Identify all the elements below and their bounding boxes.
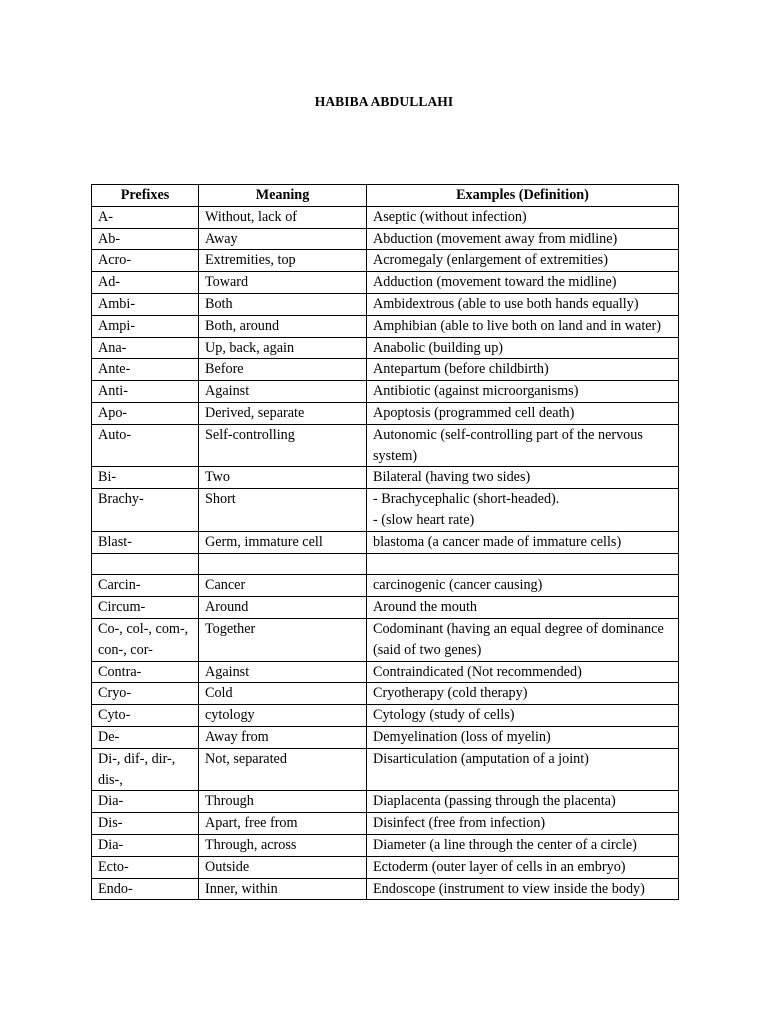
table-row [92, 250, 679, 272]
prefix-cell: Dia- [92, 834, 199, 856]
meaning-cell: Both [199, 293, 367, 315]
prefix-cell: Ad- [92, 272, 199, 294]
prefix-cell: Ante- [92, 359, 199, 381]
meaning-cell: Through [199, 791, 367, 813]
table-row [92, 791, 679, 813]
example-cell: Cryotherapy (cold therapy) [367, 683, 679, 705]
meaning-cell: Derived, separate [199, 402, 367, 424]
table-row [92, 575, 679, 597]
table-row [92, 683, 679, 705]
table-row [92, 424, 679, 467]
page-title: HABIBA ABDULLAHI [314, 94, 454, 109]
table-row [92, 206, 679, 228]
prefix-cell: Di-, dif-, dir-, dis-, [92, 748, 199, 791]
example-cell: Ambidextrous (able to use both hands equally) [367, 293, 679, 315]
example-cell: Bilateral (having two sides) [367, 467, 679, 489]
meaning-cell: Together [199, 618, 367, 661]
prefix-cell: Blast- [92, 531, 199, 553]
table-row [92, 489, 679, 532]
meaning-cell: Against [199, 381, 367, 403]
prefix-cell: Ab- [92, 228, 199, 250]
meaning-cell: Not, separated [199, 748, 367, 791]
example-cell: Adduction (movement toward the midline) [367, 272, 679, 294]
meaning-cell: Away from [199, 726, 367, 748]
meaning-cell: Through, across [199, 834, 367, 856]
prefix-cell: Circum- [92, 597, 199, 619]
meaning-cell [199, 553, 367, 575]
meaning-cell: cytology [199, 705, 367, 727]
example-line: - Brachycephalic (short-headed). [373, 491, 560, 508]
meaning-cell: Short [199, 489, 367, 532]
example-cell [367, 553, 679, 575]
table-row [92, 553, 679, 575]
meaning-cell: Two [199, 467, 367, 489]
prefix-cell: Acro- [92, 250, 199, 272]
example-cell: Amphibian (able to live both on land and in water) [367, 315, 679, 337]
example-cell: Contraindicated (Not recommended) [367, 661, 679, 683]
prefix-cell: Dis- [92, 813, 199, 835]
table-row [92, 661, 679, 683]
example-cell: Cytology (study of cells) [367, 705, 679, 727]
table-row [92, 834, 679, 856]
prefix-table [91, 184, 679, 900]
prefix-cell: Co-, col-, com-, con-, cor- [92, 618, 199, 661]
meaning-cell: Before [199, 359, 367, 381]
table-row [92, 228, 679, 250]
prefix-cell: Ana- [92, 337, 199, 359]
meaning-cell: Toward [199, 272, 367, 294]
prefix-cell: Ampi- [92, 315, 199, 337]
prefix-cell: Bi- [92, 467, 199, 489]
example-cell: Disinfect (free from infection) [367, 813, 679, 835]
prefix-cell: Dia- [92, 791, 199, 813]
example-cell: Abduction (movement away from midline) [367, 228, 679, 250]
example-cell: Antepartum (before childbirth) [367, 359, 679, 381]
prefix-cell: Ambi- [92, 293, 199, 315]
table-row [92, 618, 679, 661]
prefix-cell: Carcin- [92, 575, 199, 597]
meaning-cell: Without, lack of [199, 206, 367, 228]
example-cell: carcinogenic (cancer causing) [367, 575, 679, 597]
example-cell: Autonomic (self-controlling part of the nervous system) [367, 424, 679, 467]
prefix-cell: Contra- [92, 661, 199, 683]
example-cell: Ectoderm (outer layer of cells in an embryo) [367, 856, 679, 878]
table-row [92, 293, 679, 315]
prefix-cell: Brachy- [92, 489, 199, 532]
prefix-cell: Anti- [92, 381, 199, 403]
example-line: - (slow heart rate) [373, 511, 475, 528]
example-cell: Acromegaly (enlargement of extremities) [367, 250, 679, 272]
example-cell: Anabolic (building up) [367, 337, 679, 359]
table-row [92, 856, 679, 878]
table-row [92, 597, 679, 619]
header-meaning: Meaning [199, 185, 367, 207]
meaning-cell: Germ, immature cell [199, 531, 367, 553]
example-cell: Apoptosis (programmed cell death) [367, 402, 679, 424]
table-row [92, 531, 679, 553]
table-row [92, 272, 679, 294]
prefix-cell: A- [92, 206, 199, 228]
prefix-cell [92, 553, 199, 575]
example-cell: Endoscope (instrument to view inside the body) [367, 878, 679, 900]
prefix-cell: Cryo- [92, 683, 199, 705]
meaning-cell: Around [199, 597, 367, 619]
example-cell: Codominant (having an equal degree of dominance (said of two genes) [367, 618, 679, 661]
table-row [92, 467, 679, 489]
example-cell: Demyelination (loss of myelin) [367, 726, 679, 748]
table-row [92, 878, 679, 900]
meaning-cell: Extremities, top [199, 250, 367, 272]
table-row [92, 359, 679, 381]
prefix-cell: Auto- [92, 424, 199, 467]
table-row [92, 402, 679, 424]
meaning-cell: Up, back, again [199, 337, 367, 359]
table-row [92, 381, 679, 403]
example-cell: Disarticulation (amputation of a joint) [367, 748, 679, 791]
example-cell: Diameter (a line through the center of a circle) [367, 834, 679, 856]
meaning-cell: Outside [199, 856, 367, 878]
header-examples: Examples (Definition) [367, 185, 679, 207]
table-body [92, 206, 679, 900]
example-cell: blastoma (a cancer made of immature cells) [367, 531, 679, 553]
prefix-cell: Ecto- [92, 856, 199, 878]
meaning-cell: Against [199, 661, 367, 683]
prefix-cell: Apo- [92, 402, 199, 424]
meaning-cell: Inner, within [199, 878, 367, 900]
meaning-cell: Cancer [199, 575, 367, 597]
prefix-cell: De- [92, 726, 199, 748]
example-cell: Around the mouth [367, 597, 679, 619]
table-header-row [92, 185, 679, 207]
meaning-cell: Apart, free from [199, 813, 367, 835]
example-cell [367, 489, 679, 532]
meaning-cell: Both, around [199, 315, 367, 337]
meaning-cell: Cold [199, 683, 367, 705]
header-prefixes: Prefixes [92, 185, 199, 207]
table-row [92, 337, 679, 359]
example-cell: Diaplacenta (passing through the placenta) [367, 791, 679, 813]
table-row [92, 726, 679, 748]
example-cell: Aseptic (without infection) [367, 206, 679, 228]
example-cell: Antibiotic (against microorganisms) [367, 381, 679, 403]
table-row [92, 705, 679, 727]
table-row [92, 315, 679, 337]
meaning-cell: Away [199, 228, 367, 250]
prefix-cell: Cyto- [92, 705, 199, 727]
prefix-cell: Endo- [92, 878, 199, 900]
table-row [92, 748, 679, 791]
meaning-cell: Self-controlling [199, 424, 367, 467]
table-row [92, 813, 679, 835]
